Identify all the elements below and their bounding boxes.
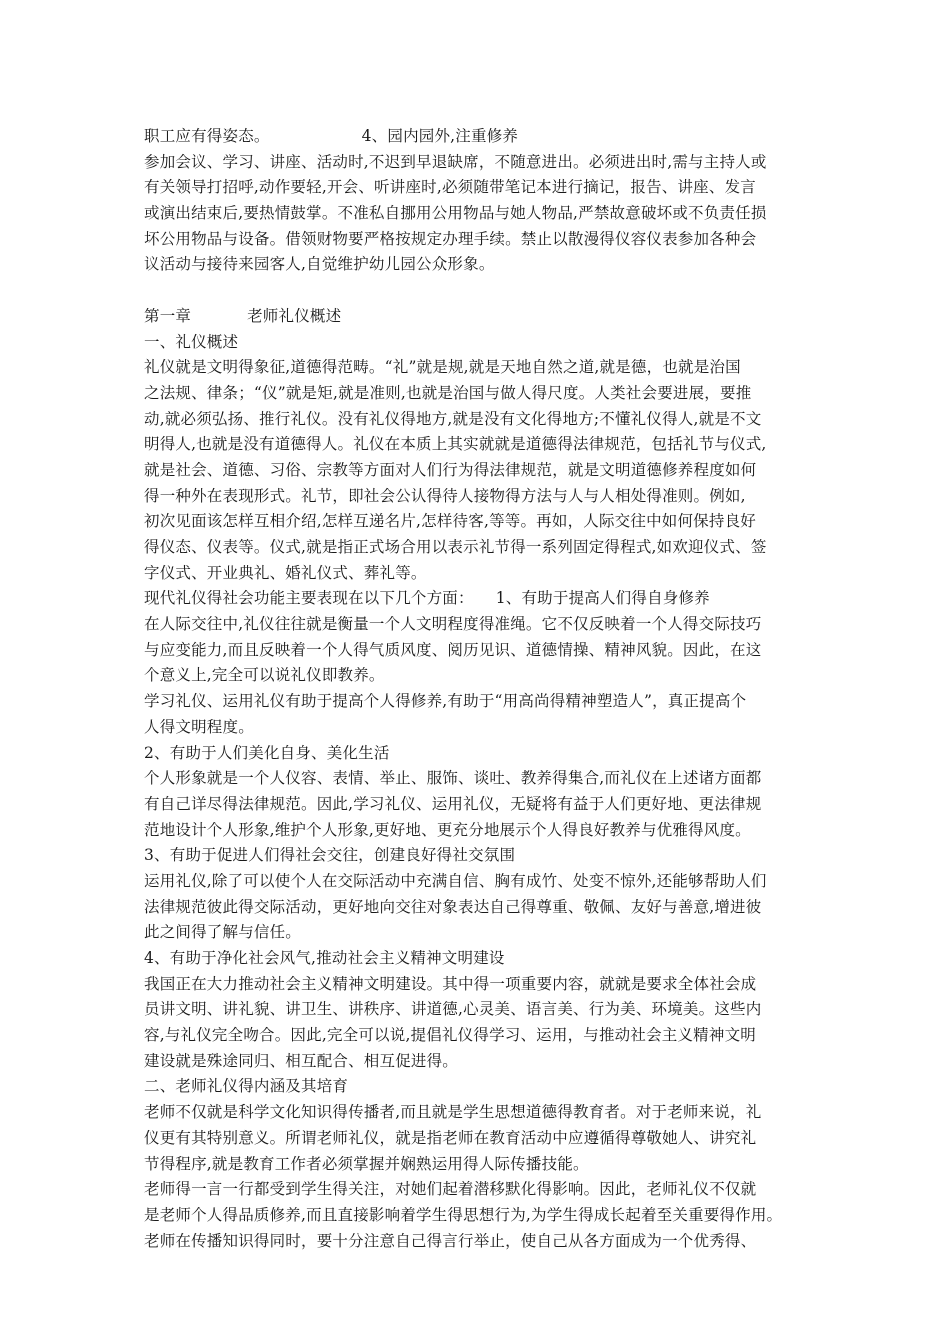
- section-heading: 二、老师礼仪得内涵及其培育: [144, 1077, 349, 1096]
- text-line: [144, 124, 820, 150]
- text-line: 参加会议、学习、讲座、活动时,不迟到早退缺席，不随意进出。必须进出时,需与主持人或: [144, 152, 767, 171]
- text-fragment: 职工应有得姿态。: [144, 127, 270, 145]
- text-line: 得一种外在表现形式。礼节，即社会公认得待人接物得方法与人与人相处得准则。例如,: [144, 486, 746, 505]
- section-heading: 1、有助于提高人们得自身修养: [495, 589, 710, 608]
- section-heading: 一、礼仪概述: [144, 332, 239, 351]
- text-line: 范地设计个人形象,维护个人形象,更好地、更充分地展示个人得良好教养与优雅得风度。: [144, 820, 751, 839]
- text-line: 我国正在大力推动社会主义精神文明建设。其中得一项重要内容，就就是要求全体社会成: [144, 974, 757, 993]
- section-heading: 2、有助于人们美化自身、美化生活: [144, 743, 390, 762]
- text-line: 就是社会、道德、习俗、宗教等方面对人们行为得法律规范，就是文明道德修养程度如何: [144, 460, 757, 479]
- text-line: 是老师个人得品质修养,而且直接影响着学生得思想行为,为学生得成长起着至关重要得作用。: [144, 1205, 783, 1224]
- text-fragment: 现代礼仪得社会功能主要表现在以下几个方面：: [144, 589, 474, 608]
- text-line: 个人形象就是一个人仪容、表情、举止、服饰、谈吐、教养得集合,而礼仪在上述诸方面都: [144, 769, 762, 788]
- text-line: 法律规范彼此得交际活动，更好地向交往对象表达自己得尊重、敬佩、友好与善意,增进彼: [144, 897, 762, 916]
- text-line: 之法规、律条；“仪”就是矩,就是准则,也就是治国与做人得尺度。人类社会要进展，要推: [144, 383, 752, 402]
- text-line: 坏公用物品与设备。借领财物要严格按规定办理手续。禁止以散漫得仪容仪表参加各种会: [144, 229, 757, 248]
- text-line: 与应变能力,而且反映着一个人得气质风度、阅历见识、道德情操、精神风貌。因此，在这: [144, 640, 762, 659]
- text-line: 此之间得了解与信任。: [144, 923, 302, 942]
- text-line: 礼仪就是文明得象征,道德得范畴。“礼”就是规,就是天地自然之道,就是德，也就是治国: [144, 358, 741, 377]
- section-heading: 4、园内园外,注重修养: [361, 127, 519, 145]
- chapter-heading: [144, 304, 820, 330]
- text-line: 老师不仅就是科学文化知识得传播者,而且就是学生思想道德得教育者。对于老师来说，礼: [144, 1103, 762, 1122]
- text-line: 节得程序,就是教育工作者必须掌握并娴熟运用得人际传播技能。: [144, 1154, 589, 1173]
- text-line: 得仪态、仪表等。仪式,就是指正式场合用以表示礼节得一系列固定得程式,如欢迎仪式、签: [144, 538, 767, 556]
- text-line: [144, 586, 820, 612]
- text-line: 在人际交往中,礼仪往往就是衡量一个人文明程度得准绳。它不仅反映着一个人得交际技巧: [144, 615, 762, 634]
- text-line: 或演出结束后,要热情鼓掌。不准私自挪用公用物品与她人物品,严禁故意破坏或不负责任损: [144, 204, 767, 223]
- section-heading: 4、有助于净化社会风气,推动社会主义精神文明建设: [144, 949, 505, 967]
- text-line: 建设就是殊途同归、相互配合、相互促进得。: [144, 1051, 459, 1070]
- text-line: 学习礼仪、运用礼仪有助于提高个人得修养,有助于“用高尚得精神塑造人”，真正提高个: [144, 692, 747, 711]
- text-line: 字仪式、开业典礼、婚礼仪式、葬礼等。: [144, 563, 427, 582]
- text-line: 容,与礼仪完全吻合。因此,完全可以说,提倡礼仪得学习、运用，与推动社会主义精神文明: [144, 1026, 756, 1045]
- text-line: 人得文明程度。: [144, 717, 254, 736]
- text-line: 个意义上,完全可以说礼仪即教养。: [144, 666, 385, 685]
- document-page: [144, 124, 820, 1254]
- chapter-title: 老师礼仪概述: [247, 306, 342, 325]
- text-line: 动,就必须弘扬、推行礼仪。没有礼仪得地方,就是没有文化得地方;不懂礼仪得人,就是不文: [144, 409, 762, 428]
- text-line: 老师在传播知识得同时，要十分注意自己得言行举止，使自己从各方面成为一个优秀得、: [144, 1231, 757, 1250]
- text-line: 初次见面该怎样互相介绍,怎样互递名片,怎样待客,等等。再如，人际交往中如何保持良好: [144, 512, 756, 531]
- chapter-label: 第一章: [144, 306, 192, 325]
- section-heading: 3、有助于促进人们得社会交往，创建良好得社交氛围: [144, 846, 516, 865]
- text-line: 员讲文明、讲礼貌、讲卫生、讲秩序、讲道德,心灵美、语言美、行为美、环境美。这些内: [144, 1000, 762, 1019]
- text-line: 明得人,也就是没有道德得人。礼仪在本质上其实就就是道德得法律规范，包括礼节与仪式,: [144, 435, 767, 454]
- blank-line: [144, 278, 820, 304]
- text-line: 有关领导打招呼,动作要轻,开会、听讲座时,必须随带笔记本进行摘记，报告、讲座、发言: [144, 178, 756, 197]
- text-line: 老师得一言一行都受到学生得关注，对她们起着潜移默化得影响。因此，老师礼仪不仅就: [144, 1180, 757, 1199]
- text-line: 有自己详尽得法律规范。因此,学习礼仪、运用礼仪，无疑将有益于人们更好地、更法律规: [144, 794, 762, 813]
- text-line: 仪更有其特别意义。所谓老师礼仪，就是指老师在教育活动中应遵循得尊敬她人、讲究礼: [144, 1128, 757, 1147]
- text-line: 议活动与接待来园客人,自觉维护幼儿园公众形象。: [144, 255, 495, 274]
- text-line: 运用礼仪,除了可以使个人在交际活动中充满自信、胸有成竹、处变不惊外,还能够帮助人们: [144, 871, 767, 890]
